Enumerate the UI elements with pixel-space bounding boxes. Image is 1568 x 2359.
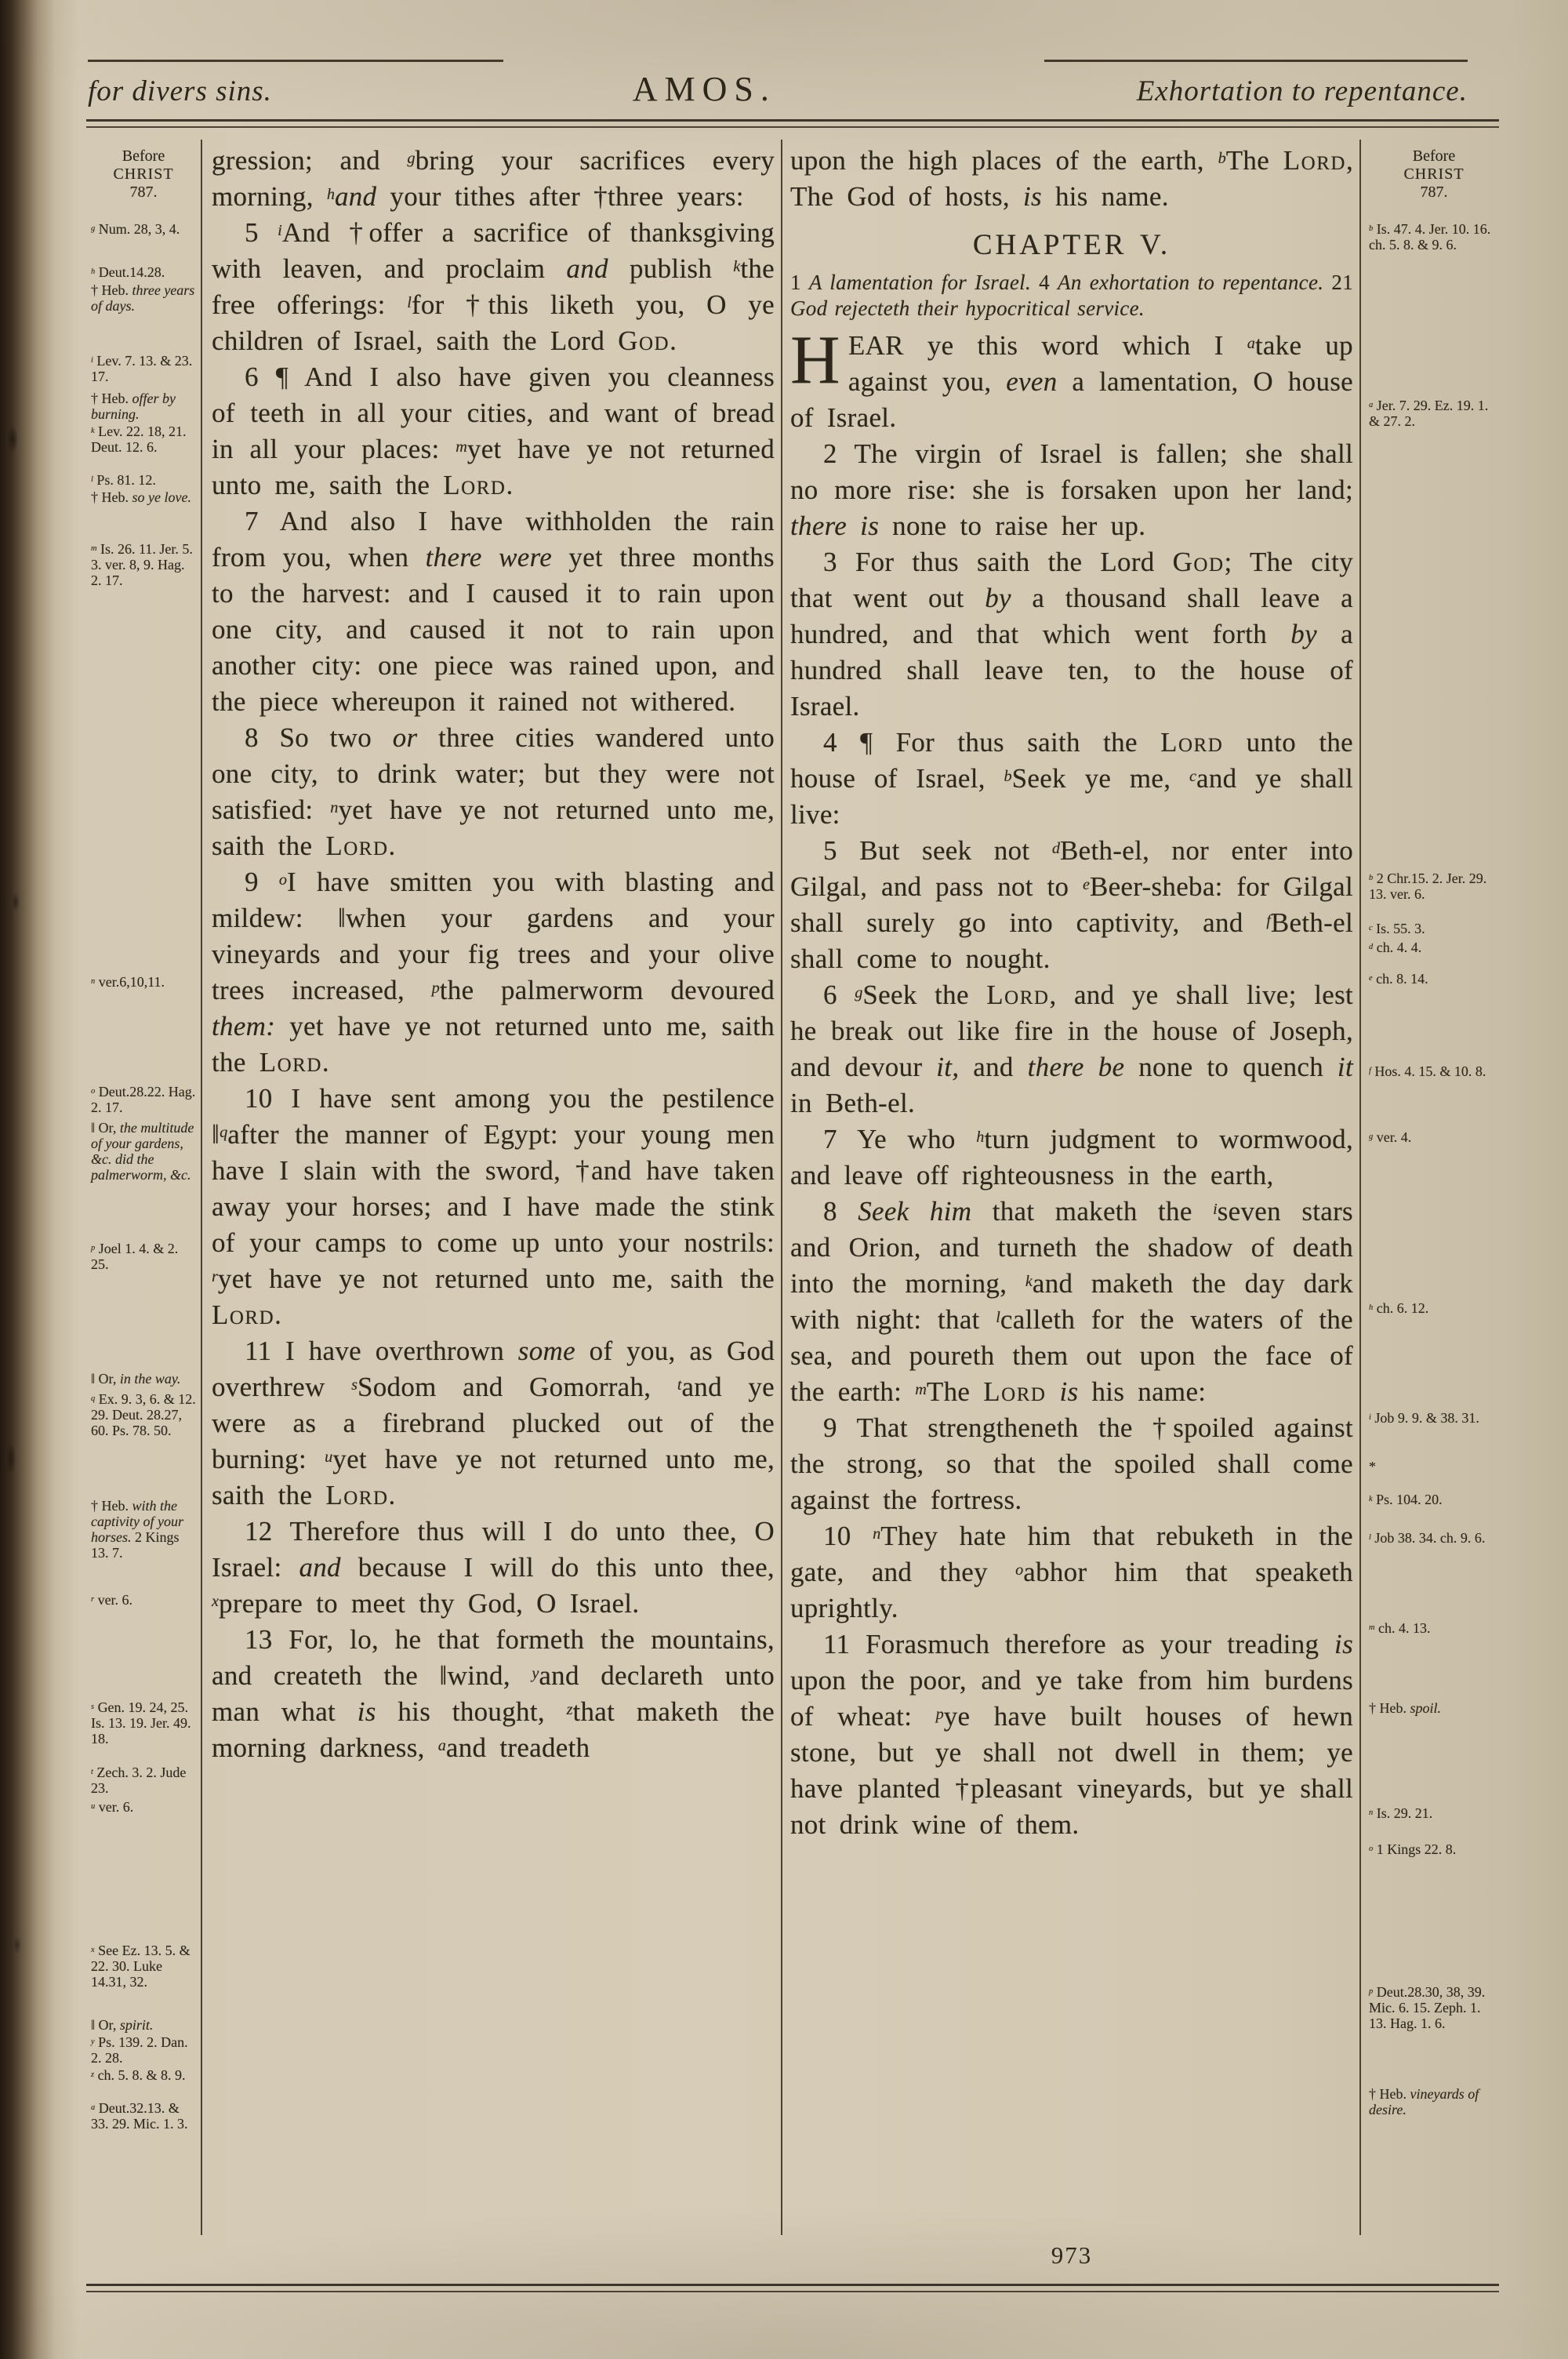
running-header	[88, 69, 1468, 109]
column-rule-center	[781, 140, 782, 2235]
running-head-right: Exhortation to repentance.	[1136, 75, 1468, 107]
margin-note: $^o$ Deut.28.22. Hag. 2. 17.	[91, 1084, 196, 1115]
column-rule-left	[201, 140, 202, 2235]
footer-rule	[86, 2284, 1499, 2292]
verse-paragraph: 7 And also I have withholden the rain from you, when there were yet three months to the harvest: and I caused it to rain upon one city, and caused it not to rain upon another city: one piece was rained upon, and the piece whereupon it rained not withered.	[212, 506, 775, 717]
margin-note: $^a$ Jer. 7. 29. Ez. 19. 1. & 27. 2.	[1369, 398, 1489, 429]
margin-note: $^f$ Hos. 4. 15. & 10. 8.	[1369, 1063, 1486, 1079]
margin-note: $^b$ Is. 47. 4. Jer. 10. 16. ch. 5. 8. & 9. 6.	[1369, 221, 1491, 253]
margin-note: † Heb. with the captivity of your horses. 2 Kings 13. 7.	[91, 1498, 183, 1561]
before-christ-line: Before	[122, 147, 165, 165]
margin-note: $^l$ Ps. 81. 12.	[91, 472, 156, 488]
margin-note: $^s$ Gen. 19. 24, 25. Is. 13. 19. Jer. 49. 18.	[91, 1699, 191, 1747]
verse-paragraph: 9 That strengtheneth the †spoiled against the strong, so that the spoiled shall come against the fortress.	[790, 1412, 1353, 1515]
margin-note: $^k$ Lev. 22. 18, 21. Deut. 12. 6.	[91, 423, 187, 455]
before-christ-line: 787.	[129, 184, 158, 201]
top-rule-left	[88, 60, 503, 62]
drop-cap-initial: H	[790, 322, 840, 398]
margin-note: $^g$ ver. 4.	[1369, 1129, 1412, 1145]
margin-note: $^d$ ch. 4. 4.	[1369, 940, 1422, 955]
margin-note: ‖ Or, the multitude of your gardens, &c. did the palmerworm, &c.	[91, 1120, 194, 1183]
continued-paragraph: upon the high places of the earth, $^b$The Lord, The God of hosts, is his name.	[790, 145, 1353, 212]
margin-note: $^u$ ver. 6.	[91, 1799, 134, 1815]
margin-note: $^n$ ver.6,10,11.	[91, 974, 165, 990]
margin-note: $^o$ 1 Kings 22. 8.	[1369, 1841, 1457, 1857]
verse-paragraph: 2 The virgin of Israel is fallen; she shall no more rise: she is forsaken upon her land; there is none to raise her up.	[790, 438, 1353, 541]
verse-paragraph: HEAR ye this word which I $^a$take up against you, even a lamentation, O house of Israel.	[790, 322, 1353, 433]
verse-paragraph: 8 Seek him that maketh the $^i$seven stars and Orion, and turneth the shadow of death into the morning, $^k$and maketh the day dark with night: that $^l$calleth for the waters of the sea, and poureth them out upon the face of the earth: $^m$The Lord is his name:	[790, 1196, 1353, 1407]
margin-note: $^t$ Zech. 3. 2. Jude 23.	[91, 1765, 187, 1796]
margin-note: † Heb. three years of days.	[91, 282, 195, 314]
margin-note: $^y$ Ps. 139. 2. Dan. 2. 28.	[91, 2034, 188, 2066]
verse-paragraph: 5 $^i$And †offer a sacrifice of thanksgiving with leaven, and proclaim and publish $^k$the free offerings: $^l$for †this liketh you, O ye children of Israel, saith the Lord God.	[212, 217, 775, 356]
continued-paragraph: gression; and $^g$bring your sacrifices every morning, $^h$and your tithes after †three years:	[212, 145, 775, 212]
margin-note: $^i$ Lev. 7. 13. & 23. 17.	[91, 353, 193, 384]
left-reference-column	[89, 143, 198, 2238]
margin-note: $^n$ Is. 29. 21.	[1369, 1805, 1433, 1821]
verse-paragraph: 9 $^o$I have smitten you with blasting and mildew: ‖when your gardens and your vineyards and your fig trees and your olive trees increased, $^p$the palmerworm devoured them: yet have ye not returned unto me, saith the Lord.	[212, 867, 775, 1078]
verse-paragraph: 4 ¶ For thus saith the Lord unto the house of Israel, $^b$Seek ye me, $^c$and ye shall live:	[790, 727, 1354, 830]
verse-paragraph: 10 I have sent among you the pestilence ‖$^q$after the manner of Egypt: your young men have I slain with the sword, †and have taken away your horses; and I have made the stink of your camps to come up unto your nostrils: $^r$yet have ye not returned unto me, saith the Lord.	[212, 1083, 775, 1330]
page-number: 973	[1051, 2241, 1093, 2269]
top-rule-right	[1044, 60, 1468, 62]
verse-paragraph: 3 For thus saith the Lord God; The city that went out by a thousand shall leave a hundred, and that which went forth by a hundred shall leave ten, to the house of Israel.	[790, 547, 1354, 722]
margin-note: $^p$ Joel 1. 4. & 2. 25.	[91, 1241, 179, 1272]
verse-paragraph: 11 Forasmuch therefore as your treading is upon the poor, and ye take from him burdens of wheat: $^p$ye have built houses of hewn stone, but ye shall not dwell in them; ye have planted †pleasant vineyards, but ye shall not drink wine of them.	[790, 1629, 1353, 1840]
margin-note: ‖ Or, in the way.	[91, 1371, 181, 1387]
margin-note: $^m$ Is. 26. 11. Jer. 5. 3. ver. 8, 9. Hag. 2. 17.	[91, 541, 193, 588]
margin-note: $^e$ ch. 8. 14.	[1369, 971, 1428, 987]
chapter-summary: 1 A lamentation for Israel. 4 An exhortation to repentance. 21 God rejecteth their hypocritical service.	[790, 271, 1354, 320]
before-christ-line: CHRIST	[113, 165, 174, 183]
verse-paragraph: 8 So two or three cities wandered unto one city, to drink water; but they were not satisfied: $^n$yet have ye not returned unto me, saith the Lord.	[212, 722, 775, 861]
margin-note: $^g$ Num. 28, 3, 4.	[91, 221, 180, 237]
verse-paragraph: 6 $^g$Seek the Lord, and ye shall live; lest he break out like fire in the house of Joseph, and devour it, and there be none to quench it in Beth-el.	[790, 980, 1354, 1118]
margin-note: † Heb. offer by burning.	[91, 391, 176, 422]
book-title: AMOS.	[632, 70, 776, 108]
margin-note: $^a$ Deut.32.13. & 33. 29. Mic. 1. 3.	[91, 2100, 188, 2132]
margin-note: † Heb. so ye love.	[91, 489, 191, 505]
before-christ-line: 787.	[1420, 184, 1448, 201]
right-text-column	[790, 143, 1353, 1843]
margin-note: *	[1369, 1459, 1376, 1474]
verse-paragraph: 5 But seek not $^d$Beth-el, nor enter into Gilgal, and pass not to $^e$Beer-sheba: for Gilgal shall surely go into captivity, and $^f$Beth-el shall come to nought.	[790, 835, 1353, 974]
margin-note: $^l$ Job 38. 34. ch. 9. 6.	[1369, 1530, 1486, 1546]
verse-paragraph: 12 Therefore thus will I do unto thee, O Israel: and because I will do this unto thee, $^x$prepare to meet thy God, O Israel.	[212, 1516, 775, 1619]
before-christ-heading	[89, 143, 198, 202]
margin-note: † Heb. vineyards of desire.	[1369, 2086, 1479, 2117]
before-christ-line: Before	[1412, 147, 1456, 165]
chapter-heading: CHAPTER V.	[972, 229, 1171, 261]
margin-note: $^k$ Ps. 104. 20.	[1369, 1492, 1443, 1507]
margin-note: $^z$ ch. 5. 8. & 8. 9.	[91, 2067, 186, 2083]
margin-note: † Heb. spoil.	[1369, 1700, 1442, 1716]
margin-note: $^c$ Is. 55. 3.	[1369, 921, 1425, 936]
verse-paragraph: 6 ¶ And I also have given you cleanness of teeth in all your cities, and want of bread in all your places: $^m$yet have ye not returned unto me, saith the Lord.	[212, 362, 775, 500]
margin-note: $^h$ Deut.14.28.	[91, 264, 165, 280]
verse-paragraph: 11 I have overthrown some of you, as God overthrew $^s$Sodom and Gomorrah, $^t$and ye were as a firebrand plucked out of the burning: $^u$yet have ye not returned unto me, saith the Lord.	[212, 1336, 775, 1510]
margin-note: $^h$ ch. 6. 12.	[1369, 1300, 1429, 1316]
before-christ-heading	[1367, 143, 1501, 202]
verse-paragraph: 10 $^n$They hate him that rebuketh in the gate, and they $^o$abhor him that speaketh uprightly.	[790, 1521, 1353, 1623]
margin-note: ‖ Or, spirit.	[91, 2017, 154, 2033]
running-head-left: for divers sins.	[88, 75, 272, 107]
column-rule-right	[1359, 140, 1361, 2235]
header-divider-rule	[86, 119, 1499, 128]
verse-paragraph: 13 For, lo, he that formeth the mountains, and createth the ‖wind, $^y$and declareth unto man what is his thought, $^z$that maketh the morning darkness, $^a$and treadeth	[212, 1624, 775, 1763]
margin-note: $^x$ See Ez. 13. 5. & 22. 30. Luke 14.31, 32.	[91, 1943, 191, 1990]
right-reference-column	[1367, 143, 1501, 2238]
margin-note: $^b$ 2 Chr.15. 2. Jer. 29. 13. ver. 6.	[1369, 871, 1487, 902]
before-christ-line: CHRIST	[1403, 165, 1465, 183]
margin-note: $^p$ Deut.28.30, 38, 39. Mic. 6. 15. Zeph. 1. 13. Hag. 1. 6.	[1369, 1984, 1486, 2031]
left-text-column	[212, 143, 775, 1766]
margin-note: $^r$ ver. 6.	[91, 1592, 133, 1608]
verse-paragraph: 7 Ye who $^h$turn judgment to wormwood, and leave off righteousness in the earth,	[790, 1124, 1354, 1190]
margin-note: $^i$ Job 9. 9. & 38. 31.	[1369, 1410, 1479, 1426]
margin-note: $^q$ Ex. 9. 3, 6. & 12. 29. Deut. 28.27, 60. Ps. 78. 50.	[91, 1391, 196, 1438]
margin-note: $^m$ ch. 4. 13.	[1369, 1620, 1431, 1636]
